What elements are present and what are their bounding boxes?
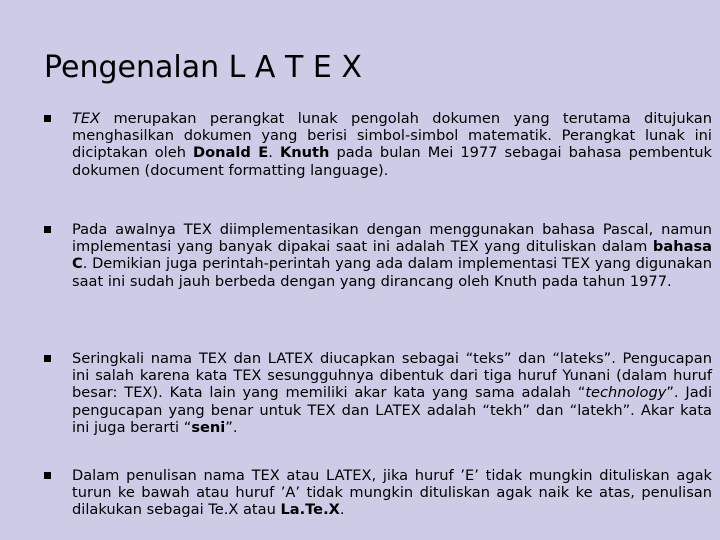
- square-bullet-icon: [44, 472, 51, 479]
- bullet-3-text-a: Seringkali nama TEX dan LATEX diucapkan sebagai “teks” dan “lateks”. Pengucapan ini salah karena kata TEX sesungguhnya dibentuk dari tiga huruf Yunani (dalam huruf besar: TEX). Kata lain yang memiliki akar kata yang sama adalah “: [72, 350, 712, 402]
- bullet-1-text-a: merupakan perangkat lunak pengolah dokumen yang terutama ditujukan menghasilkan dokumen yang berisi simbol-simbol matematik. Perangkat lunak ini diciptakan oleh: [72, 110, 712, 162]
- bullet-3-text-b: ”. Jadi pengucapan yang benar untuk TEX dan LATEX adalah “tekh” dan “latekh”. Akar kata ini juga berarti “: [72, 384, 712, 436]
- bullet-2-text-a: Pada awalnya TEX diimplementasikan dengan menggunakan bahasa Pascal, namun implementasi yang banyak dipakai saat ini adalah TEX yang dituliskan dalam: [72, 221, 712, 256]
- square-bullet-icon: [44, 355, 51, 362]
- seni-term: seni: [191, 418, 226, 436]
- bullet-item-4: [40, 467, 712, 519]
- bullet-text-1: [72, 110, 712, 179]
- slide-title: Pengenalan L A T E X: [44, 50, 362, 85]
- bullet-text-2: [72, 221, 712, 290]
- bullet-4-text-b: .: [339, 501, 345, 519]
- bullet-3-text-c: ”.: [225, 418, 238, 436]
- bullet-item-2: [40, 221, 712, 290]
- bullet-text-3: [72, 350, 712, 436]
- square-bullet-icon: [44, 226, 51, 233]
- square-bullet-icon: [44, 115, 51, 122]
- bullet-text-4: [72, 467, 712, 519]
- bullet-4-text-a: Dalam penulisan nama TEX atau LATEX, jika huruf ’E’ tidak mungkin dituliskan agak turun ke bawah atau huruf ’A’ tidak mungkin dituliskan agak naik ke atas, penulisan dilakukan sebagai Te.X atau: [72, 467, 712, 519]
- tex-term: TEX: [72, 110, 101, 127]
- bullet-item-1: [40, 110, 712, 179]
- bullet-1-text-b: .: [268, 144, 280, 162]
- author-surname: Knuth: [279, 144, 330, 162]
- bullet-2-text-b: . Demikian juga perintah-perintah yang ada dalam implementasi TEX yang digunakan saat ini sudah jauh berbeda dengan yang dirancang oleh Knuth pada tahun 1977.: [72, 255, 712, 290]
- language-name: bahasa C: [72, 238, 712, 273]
- technology-term: technology: [585, 384, 667, 402]
- author-name: Donald E: [193, 144, 269, 162]
- latex-term: La.Te.X: [280, 501, 340, 519]
- bullet-item-3: [40, 350, 712, 436]
- bullet-1-text-c: pada bulan Mei 1977 sebagai bahasa pembentuk dokumen (document formatting language).: [72, 144, 712, 179]
